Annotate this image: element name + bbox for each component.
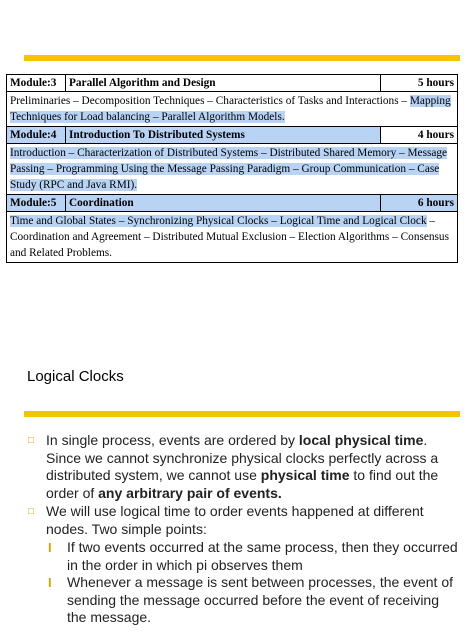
syllabus-table — [6, 74, 458, 263]
module-title: Parallel Algorithm and Design — [66, 75, 381, 92]
bullet-emphasis: local physical time — [298, 432, 424, 448]
slide-accent-bar — [24, 411, 460, 417]
bullet-text: In single process, events are ordered by — [46, 432, 299, 448]
sub-bullet-text: Whenever a message is sent between processes, the event of sending the message occurred before the event of receiving the message. — [67, 574, 453, 625]
module-number: Module:5 — [7, 195, 66, 212]
bullet-list — [28, 432, 458, 627]
bullet-emphasis: physical time — [260, 467, 350, 483]
description-text: Preliminaries – Decomposition Techniques – Characteristics of Tasks and Interactions – — [10, 95, 410, 107]
bullet-text: to find out the order of — [46, 467, 439, 501]
description-text: – Coordination and Agreement – Distributed Mutual Exclusion – Election Algorithms – Consensus and Related Problems. — [10, 215, 449, 259]
module-description-row — [7, 212, 458, 263]
slide-title: Logical Clocks — [27, 368, 124, 385]
module-description — [7, 212, 458, 263]
logical-clocks-slide — [0, 316, 474, 632]
slide-accent-bar — [24, 55, 460, 61]
bullet-marker-icon: □ — [28, 506, 35, 517]
module-title: Coordination — [66, 195, 381, 212]
highlighted-text: Introduction – Characterization of Distributed Systems – Distributed Shared Memory – Message Passing – Programming Using the Message Passing Paradigm – Group Communication – Case Study (RPC and Java RMI). — [10, 147, 448, 191]
module-description — [7, 144, 458, 195]
bullet-marker-icon: □ — [28, 435, 35, 446]
sub-bullet-marker-icon: I — [48, 540, 52, 555]
highlighted-text: Time and Global States – Synchronizing Physical Clocks – Logical Time and Logical Clock — [10, 215, 427, 227]
sub-bullet-item — [28, 539, 458, 574]
module-number: Module:4 — [7, 127, 66, 144]
module-hours: 6 hours — [381, 195, 458, 212]
module-title: Introduction To Distributed Systems — [66, 127, 381, 144]
bullet-text: . Since we cannot synchronize physical clocks perfectly across a distributed system, we cannot use — [46, 432, 439, 483]
module-description — [7, 92, 458, 127]
module-description-row — [7, 144, 458, 195]
module-header-row — [7, 127, 458, 144]
module-header-row — [7, 75, 458, 92]
module-number: Module:3 — [7, 75, 66, 92]
module-hours: 5 hours — [381, 75, 458, 92]
bullet-text: We will use logical time to order events happened at different nodes. Two simple points: — [46, 503, 424, 537]
module-hours: 4 hours — [381, 127, 458, 144]
highlighted-text: Mapping Techniques for Load balancing – Parallel Algorithm Models. — [10, 95, 451, 123]
bullet-item — [28, 503, 458, 538]
module-header-row — [7, 195, 458, 212]
sub-bullet-item — [28, 574, 458, 627]
bullet-item — [28, 432, 458, 502]
module-description-row — [7, 92, 458, 127]
bullet-emphasis: any arbitrary pair of events. — [98, 484, 282, 501]
sub-bullet-marker-icon: I — [48, 575, 52, 590]
sub-bullet-text: If two events occurred at the same process, then they occurred in the order in which pi observes them — [67, 539, 458, 573]
